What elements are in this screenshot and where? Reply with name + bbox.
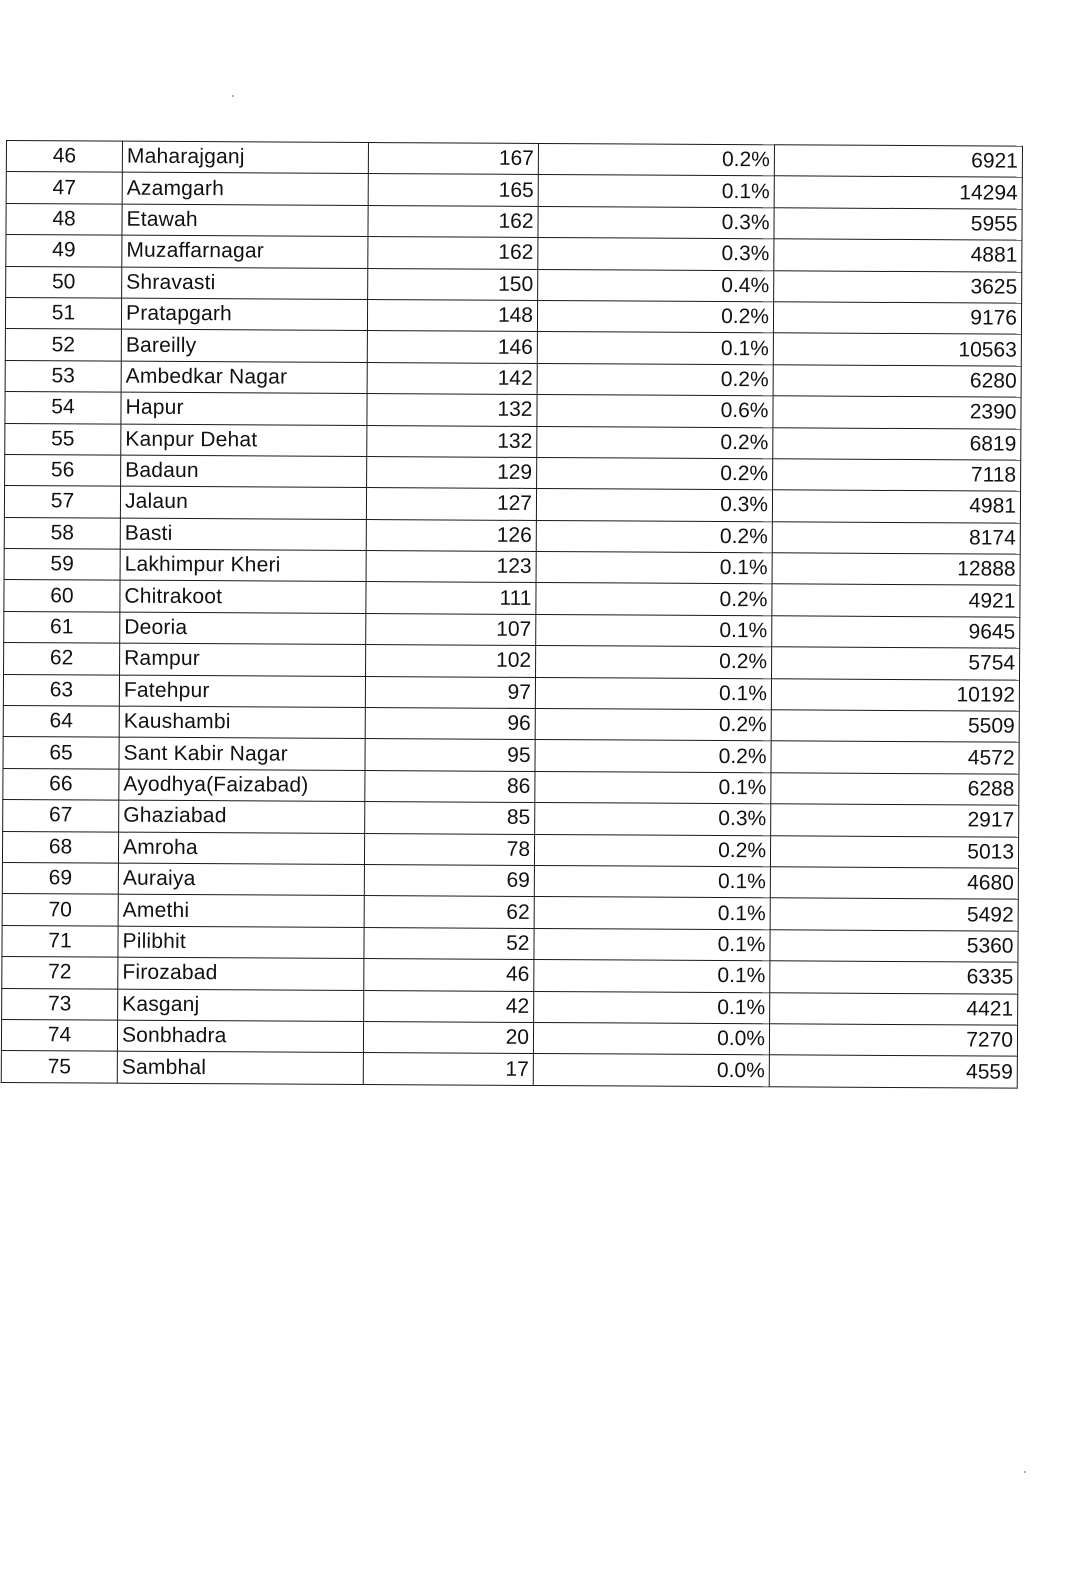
total-cell: 12888 (772, 553, 1020, 586)
district-name-cell: Sant Kabir Nagar (119, 738, 365, 771)
row-number-cell: 54 (5, 392, 121, 424)
total-cell: 6288 (771, 773, 1019, 806)
district-name-cell: Hapur (121, 392, 367, 425)
table-row (4, 549, 1020, 586)
row-number-cell: 72 (2, 957, 118, 989)
district-name-cell: Jalaun (120, 486, 366, 519)
district-name-cell: Kaushambi (119, 706, 365, 739)
district-name-cell: Kasganj (118, 989, 364, 1022)
table-row (2, 988, 1018, 1025)
table-row (4, 486, 1020, 523)
table-row (5, 360, 1021, 397)
district-name-cell: Firozabad (118, 957, 364, 990)
row-number-cell: 52 (5, 329, 121, 361)
percentage-cell: 0.2% (537, 426, 773, 459)
table-row (1, 1019, 1017, 1056)
total-cell: 5360 (770, 930, 1018, 963)
count-cell: 85 (365, 802, 535, 834)
district-name-cell: Badaun (121, 455, 367, 488)
scan-speck (232, 95, 234, 97)
total-cell: 5509 (771, 710, 1019, 743)
count-cell: 17 (363, 1053, 533, 1085)
percentage-cell: 0.2% (535, 708, 771, 741)
table-container (1, 140, 1022, 1088)
percentage-cell: 0.2% (536, 583, 772, 616)
table-row (3, 674, 1019, 711)
row-number-cell: 64 (3, 706, 119, 738)
row-number-cell: 58 (4, 517, 120, 549)
district-data-table (1, 140, 1023, 1088)
district-name-cell: Sambhal (117, 1051, 363, 1084)
count-cell: 129 (367, 456, 537, 488)
table-row (3, 768, 1019, 805)
percentage-cell: 0.1% (536, 614, 772, 647)
table-row (3, 706, 1019, 743)
table-row (5, 392, 1021, 429)
table-row (5, 423, 1021, 460)
row-number-cell: 50 (6, 266, 122, 298)
row-number-cell: 51 (5, 297, 121, 329)
count-cell: 86 (365, 770, 535, 802)
row-number-cell: 71 (2, 925, 118, 957)
table-row (2, 957, 1018, 994)
percentage-cell: 0.2% (534, 834, 770, 867)
total-cell: 10563 (773, 333, 1021, 366)
percentage-cell: 0.2% (537, 300, 773, 333)
row-number-cell: 57 (4, 486, 120, 518)
count-cell: 111 (366, 582, 536, 614)
total-cell: 6335 (770, 961, 1018, 994)
count-cell: 127 (366, 488, 536, 520)
count-cell: 62 (364, 896, 534, 928)
total-cell: 14294 (774, 176, 1022, 209)
table-row (5, 297, 1021, 334)
row-number-cell: 69 (2, 862, 118, 894)
total-cell: 8174 (772, 521, 1020, 554)
district-name-cell: Shravasti (122, 267, 368, 300)
count-cell: 165 (368, 174, 538, 206)
total-cell: 2917 (771, 804, 1019, 837)
table-body (1, 141, 1022, 1088)
table-row (4, 580, 1020, 617)
total-cell: 5754 (772, 647, 1020, 680)
count-cell: 162 (368, 237, 538, 269)
percentage-cell: 0.0% (533, 1022, 769, 1055)
row-number-cell: 53 (5, 360, 121, 392)
district-name-cell: Deoria (120, 612, 366, 645)
row-number-cell: 49 (6, 235, 122, 267)
scan-speck (1024, 1471, 1026, 1473)
count-cell: 150 (368, 268, 538, 300)
district-name-cell: Auraiya (118, 863, 364, 896)
total-cell: 9176 (773, 302, 1021, 335)
percentage-cell: 0.1% (534, 897, 770, 930)
district-name-cell: Chitrakoot (120, 581, 366, 614)
table-row (6, 172, 1022, 209)
percentage-cell: 0.1% (537, 332, 773, 365)
total-cell: 4572 (771, 741, 1019, 774)
district-name-cell: Ambedkar Nagar (121, 361, 367, 394)
row-number-cell: 75 (1, 1051, 117, 1083)
row-number-cell: 48 (6, 203, 122, 235)
percentage-cell: 0.2% (536, 646, 772, 679)
percentage-cell: 0.2% (536, 520, 772, 553)
count-cell: 162 (368, 205, 538, 237)
district-name-cell: Lakhimpur Kheri (120, 549, 366, 582)
percentage-cell: 0.1% (534, 960, 770, 993)
total-cell: 4881 (774, 239, 1022, 272)
percentage-cell: 0.3% (538, 206, 774, 239)
table-row (5, 454, 1021, 491)
table-row (5, 329, 1021, 366)
percentage-cell: 0.4% (538, 269, 774, 302)
percentage-cell: 0.1% (534, 865, 770, 898)
total-cell: 4680 (770, 867, 1018, 900)
table-row (6, 203, 1022, 240)
percentage-cell: 0.2% (538, 143, 774, 176)
row-number-cell: 60 (4, 580, 120, 612)
row-number-cell: 68 (2, 831, 118, 863)
total-cell: 7118 (773, 459, 1021, 492)
row-number-cell: 63 (3, 674, 119, 706)
count-cell: 97 (365, 676, 535, 708)
district-name-cell: Amethi (118, 895, 364, 928)
count-cell: 96 (365, 708, 535, 740)
row-number-cell: 65 (3, 737, 119, 769)
table-row (2, 925, 1018, 962)
row-number-cell: 73 (2, 988, 118, 1020)
table-row (4, 643, 1020, 680)
district-name-cell: Azamgarh (122, 173, 368, 206)
percentage-cell: 0.2% (537, 363, 773, 396)
district-name-cell: Amroha (118, 832, 364, 865)
percentage-cell: 0.3% (536, 489, 772, 522)
table-row (6, 235, 1022, 272)
percentage-cell: 0.1% (535, 677, 771, 710)
district-name-cell: Maharajganj (122, 141, 368, 174)
total-cell: 2390 (773, 396, 1021, 429)
count-cell: 148 (367, 299, 537, 331)
percentage-cell: 0.1% (535, 771, 771, 804)
table-row (4, 517, 1020, 554)
percentage-cell: 0.6% (537, 395, 773, 428)
table-row (4, 611, 1020, 648)
count-cell: 52 (364, 927, 534, 959)
percentage-cell: 0.1% (538, 175, 774, 208)
table-row (3, 800, 1019, 837)
total-cell: 3625 (774, 270, 1022, 303)
count-cell: 146 (367, 331, 537, 363)
row-number-cell: 55 (5, 423, 121, 455)
percentage-cell: 0.1% (534, 928, 770, 961)
count-cell: 95 (365, 739, 535, 771)
district-name-cell: Pilibhit (118, 926, 364, 959)
count-cell: 132 (367, 425, 537, 457)
table-row (6, 141, 1022, 178)
count-cell: 20 (363, 1021, 533, 1053)
district-name-cell: Bareilly (121, 329, 367, 362)
district-name-cell: Ghaziabad (119, 800, 365, 833)
row-number-cell: 74 (1, 1019, 117, 1051)
row-number-cell: 67 (3, 800, 119, 832)
count-cell: 46 (364, 959, 534, 991)
count-cell: 142 (367, 362, 537, 394)
count-cell: 126 (366, 519, 536, 551)
district-name-cell: Basti (120, 518, 366, 551)
percentage-cell: 0.0% (533, 1054, 769, 1087)
table-row (3, 737, 1019, 774)
percentage-cell: 0.1% (536, 552, 772, 585)
row-number-cell: 66 (3, 768, 119, 800)
count-cell: 123 (366, 551, 536, 583)
row-number-cell: 59 (4, 549, 120, 581)
row-number-cell: 46 (6, 141, 122, 173)
district-name-cell: Etawah (122, 204, 368, 237)
total-cell: 6921 (774, 145, 1022, 178)
total-cell: 4921 (772, 584, 1020, 617)
district-name-cell: Muzaffarnagar (122, 235, 368, 268)
table-row (2, 831, 1018, 868)
count-cell: 42 (364, 990, 534, 1022)
total-cell: 7270 (769, 1024, 1017, 1057)
table-row (2, 862, 1018, 899)
count-cell: 132 (367, 394, 537, 426)
percentage-cell: 0.2% (537, 457, 773, 490)
total-cell: 10192 (771, 678, 1019, 711)
table-row (6, 266, 1022, 303)
count-cell: 167 (368, 143, 538, 175)
count-cell: 107 (366, 613, 536, 645)
total-cell: 9645 (772, 616, 1020, 649)
district-name-cell: Rampur (120, 643, 366, 676)
row-number-cell: 61 (4, 611, 120, 643)
row-number-cell: 70 (2, 894, 118, 926)
total-cell: 4421 (770, 992, 1018, 1025)
total-cell: 5955 (774, 208, 1022, 241)
row-number-cell: 62 (4, 643, 120, 675)
district-name-cell: Kanpur Dehat (121, 424, 367, 457)
count-cell: 78 (364, 833, 534, 865)
district-name-cell: Fatehpur (119, 675, 365, 708)
row-number-cell: 56 (5, 454, 121, 486)
total-cell: 5492 (770, 898, 1018, 931)
table-row (1, 1051, 1017, 1088)
district-name-cell: Ayodhya(Faizabad) (119, 769, 365, 802)
count-cell: 69 (364, 864, 534, 896)
percentage-cell: 0.1% (534, 991, 770, 1024)
total-cell: 4981 (772, 490, 1020, 523)
district-name-cell: Pratapgarh (121, 298, 367, 331)
percentage-cell: 0.2% (535, 740, 771, 773)
table-row (2, 894, 1018, 931)
count-cell: 102 (366, 645, 536, 677)
district-name-cell: Sonbhadra (117, 1020, 363, 1053)
total-cell: 6280 (773, 365, 1021, 398)
total-cell: 4559 (769, 1055, 1017, 1088)
total-cell: 5013 (770, 835, 1018, 868)
row-number-cell: 47 (6, 172, 122, 204)
percentage-cell: 0.3% (538, 238, 774, 271)
percentage-cell: 0.3% (535, 803, 771, 836)
total-cell: 6819 (773, 427, 1021, 460)
